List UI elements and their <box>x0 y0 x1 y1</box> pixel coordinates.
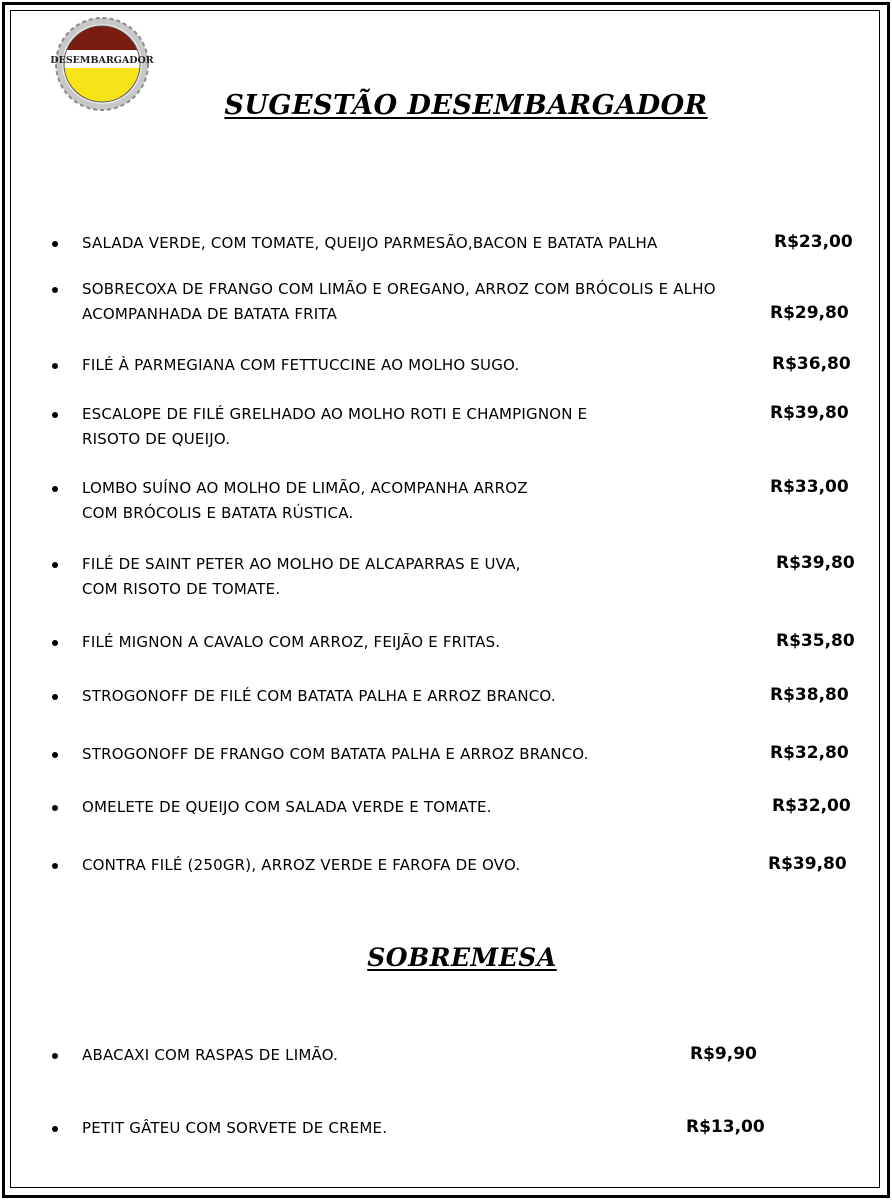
bullet-icon <box>52 1053 58 1059</box>
main-menu-item-description: STROGONOFF DE FRANGO COM BATATA PALHA E ARROZ BRANCO. <box>82 745 589 763</box>
main-menu-item-price: R$35,80 <box>776 631 855 651</box>
bullet-icon <box>52 241 58 247</box>
main-menu-item-description: FILÉ À PARMEGIANA COM FETTUCCINE AO MOLHO SUGO. <box>82 356 520 374</box>
main-menu-item-description: OMELETE DE QUEIJO COM SALADA VERDE E TOMATE. <box>82 798 492 816</box>
main-menu-item-description: SOBRECOXA DE FRANGO COM LIMÃO E OREGANO, ARROZ COM BRÓCOLIS E ALHO ACOMPANHADA DE BATATA FRITA <box>82 280 716 323</box>
main-menu-item-description: SALADA VERDE, COM TOMATE, QUEIJO PARMESÃO,BACON E BATATA PALHA <box>82 234 658 252</box>
main-menu-item-price: R$33,00 <box>770 477 849 497</box>
dessert-menu-item-price: R$13,00 <box>686 1117 765 1137</box>
main-menu-item-price: R$39,80 <box>776 553 855 573</box>
main-menu-item-price: R$39,80 <box>768 854 847 874</box>
bullet-icon <box>52 805 58 811</box>
dessert-menu-item-description: ABACAXI COM RASPAS DE LIMÃO. <box>82 1046 339 1064</box>
bullet-icon <box>52 640 58 646</box>
bullet-icon <box>52 752 58 758</box>
bullet-icon <box>52 694 58 700</box>
bullet-icon <box>52 412 58 418</box>
main-menu-item-price: R$23,00 <box>774 232 853 252</box>
main-menu-item-price: R$38,80 <box>770 685 849 705</box>
dessert-menu-item-description: PETIT GÂTEU COM SORVETE DE CREME. <box>82 1119 388 1137</box>
main-menu-item-price: R$32,00 <box>772 796 851 816</box>
main-menu-item-price: R$39,80 <box>770 403 849 423</box>
main-menu-item-description: LOMBO SUÍNO AO MOLHO DE LIMÃO, ACOMPANHA ARROZ COM BRÓCOLIS E BATATA RÚSTICA. <box>82 479 528 522</box>
logo-text: DESEMBARGADOR <box>50 55 154 66</box>
main-menu-item-price: R$36,80 <box>772 354 851 374</box>
dessert-heading: SOBREMESA <box>367 943 557 972</box>
bullet-icon <box>52 1126 58 1132</box>
bullet-icon <box>52 363 58 369</box>
bullet-icon <box>52 863 58 869</box>
main-menu-item-price: R$32,80 <box>770 743 849 763</box>
main-menu-item-description: FILÉ MIGNON A CAVALO COM ARROZ, FEIJÃO E FRITAS. <box>82 633 501 651</box>
main-menu-item-description: STROGONOFF DE FILÉ COM BATATA PALHA E ARROZ BRANCO. <box>82 687 556 705</box>
main-menu-item-description: FILÉ DE SAINT PETER AO MOLHO DE ALCAPARRAS E UVA, COM RISOTO DE TOMATE. <box>82 555 521 598</box>
main-menu-item-price: R$29,80 <box>770 303 849 323</box>
dessert-menu-item-price: R$9,90 <box>690 1044 757 1064</box>
bullet-icon <box>52 287 58 293</box>
bullet-icon <box>52 486 58 492</box>
main-heading: SUGESTÃO DESEMBARGADOR <box>224 90 708 121</box>
main-menu-item-description: CONTRA FILÉ (250GR), ARROZ VERDE E FAROFA DE OVO. <box>82 856 521 874</box>
main-menu-item-description: ESCALOPE DE FILÉ GRELHADO AO MOLHO ROTI E CHAMPIGNON E RISOTO DE QUEIJO. <box>82 405 588 448</box>
bullet-icon <box>52 562 58 568</box>
